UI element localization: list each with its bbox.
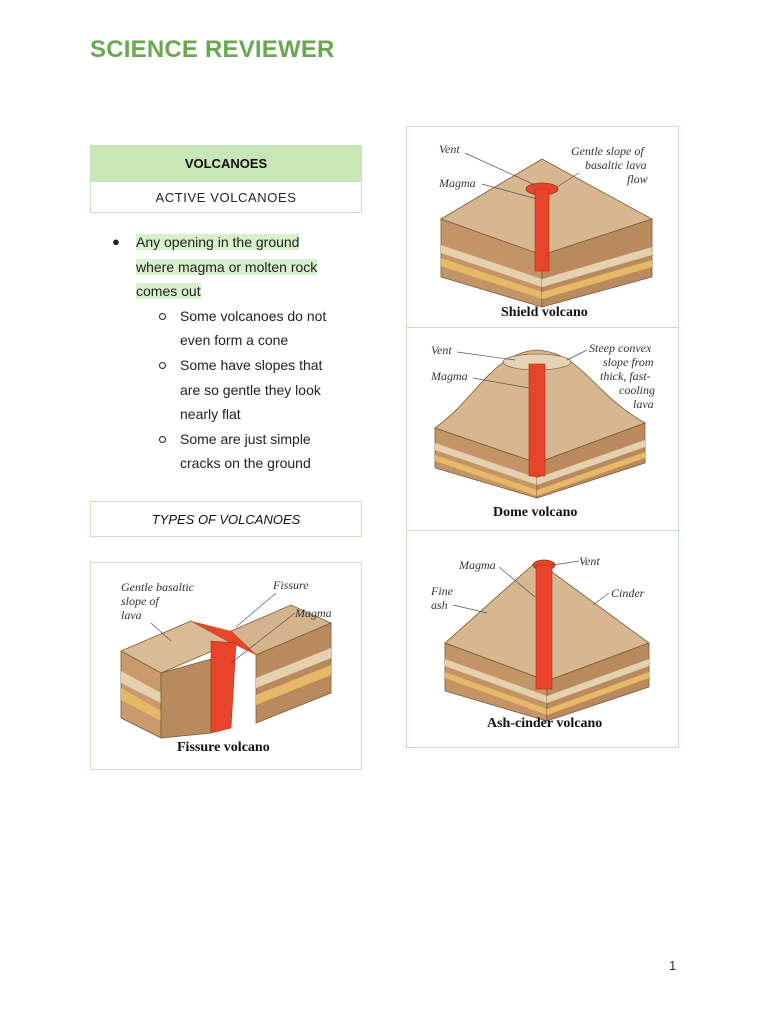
sub-bullet-line: Some are just simple [180,430,311,447]
diagram-label: Fissure [273,578,309,592]
sub-bullet-line: cracks on the ground [180,455,311,472]
fissure-volcano-figure [90,562,362,770]
diagram-label: Vent [431,343,452,357]
diagram-label: Steep convex [589,341,652,355]
figure-caption: Shield volcano [501,305,588,320]
diagram-label: lava [633,397,654,411]
diagram-label: Gentle basaltic [121,580,194,594]
diagram-label: lava [121,608,142,622]
diagram-label: cooling [619,383,655,397]
shield-volcano-diagram [407,127,680,329]
fissure-volcano-diagram [91,563,363,771]
types-of-volcanoes-box: TYPES OF VOLCANOES [90,501,362,537]
diagram-label: Cinder [611,586,645,600]
ash-cinder-volcano-diagram [407,531,680,749]
diagram-label: basaltic lava [585,158,647,172]
diagram-label: Magma [431,369,468,383]
diagram-label: Vent [439,142,460,156]
sub-list-item [110,353,370,427]
figure-caption: Fissure volcano [177,740,270,755]
sub-bullet-line: Some volcanoes do not [180,307,327,324]
circle-bullet-icon [159,436,166,443]
shield-volcano-figure [406,126,679,328]
circle-bullet-icon [159,313,166,320]
diagram-label: slope of [121,594,159,608]
diagram-label: Vent [579,554,600,568]
diagram-label: Magma [459,558,496,572]
sub-list-item [110,304,370,353]
diagram-label: Fine [431,584,453,598]
highlighted-text: where magma or molten rock [136,258,318,275]
dome-volcano-figure [406,327,679,531]
highlighted-text: Any opening in the ground [136,234,300,250]
circle-bullet-icon [159,362,166,369]
diagram-label: Magma [295,606,332,620]
diagram-label: ash [431,598,448,612]
figure-caption: Dome volcano [493,505,578,520]
diagram-label: thick, fast- [600,369,651,383]
dome-volcano-diagram [407,328,680,532]
diagram-label: Magma [439,176,476,190]
page-number: 1 [669,958,677,973]
table-subheader: ACTIVE VOLCANOES [155,189,297,205]
sub-list-item [110,427,370,476]
diagram-label: Gentle slope of [571,144,644,158]
sub-bullet-line: Some have slopes that [180,356,323,373]
ash-cinder-volcano-figure [406,530,679,748]
diagram-label: flow [627,172,648,186]
sub-bullet-line: even form a cone [180,332,289,349]
bullet-list [110,230,370,476]
bullet-dot-icon: ● [112,234,120,249]
highlighted-text: comes out [136,283,201,300]
list-item [110,230,370,304]
volcanoes-table [90,145,362,213]
page-title: SCIENCE REVIEWER [90,36,335,63]
diagram-label: slope from [603,355,654,369]
table-header: VOLCANOES [91,146,361,182]
sub-bullet-line: nearly flat [180,406,241,423]
figure-caption: Ash-cinder volcano [487,716,603,731]
sub-bullet-line: are so gentle they look [180,381,321,398]
